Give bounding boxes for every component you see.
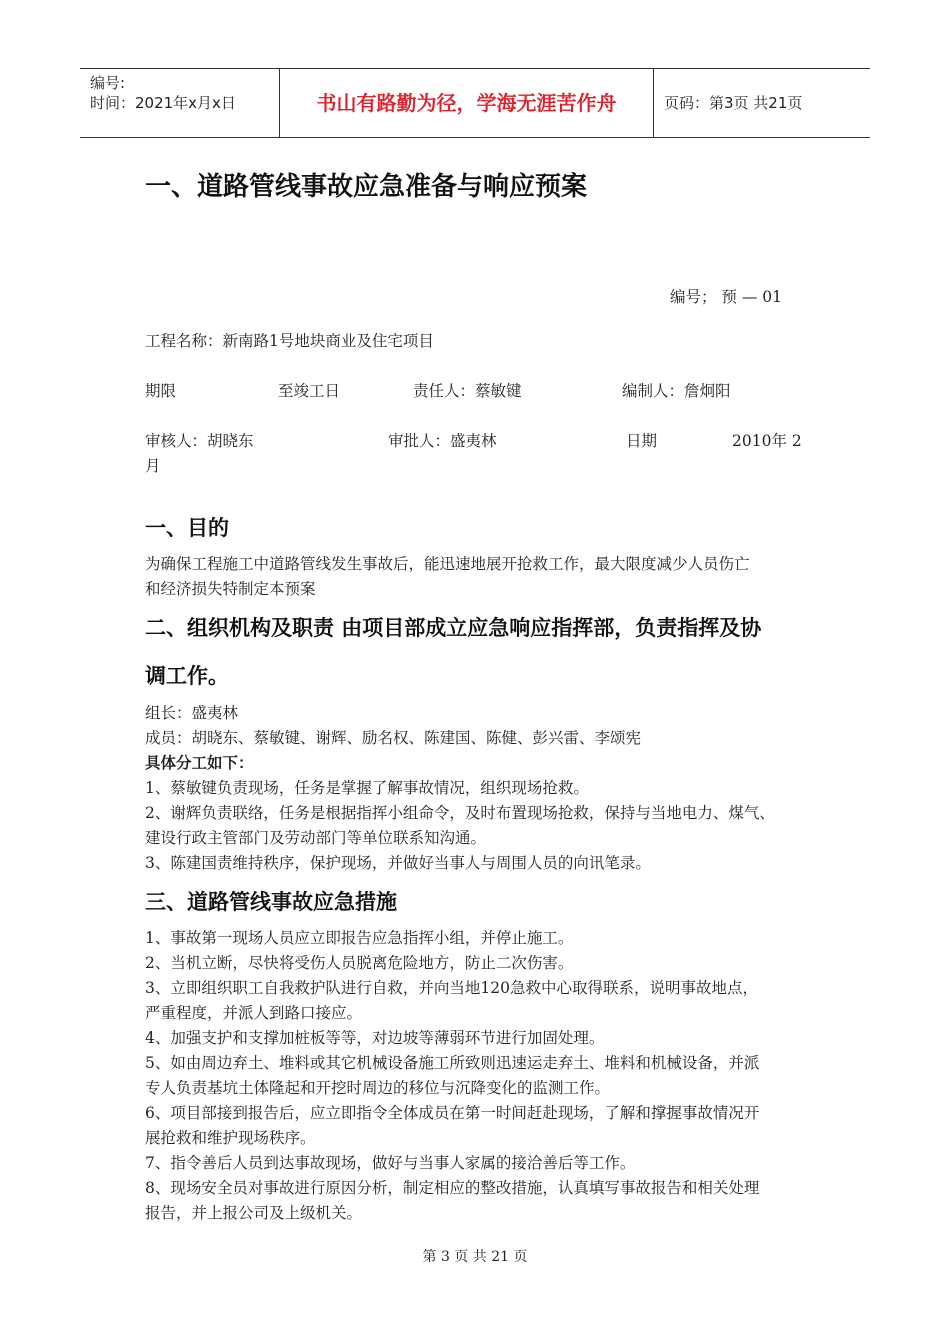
- section1-line: 为确保工程施工中道路管线发生事故后，能迅速地展开抢救工作，最大限度减少人员伤亡: [145, 555, 750, 573]
- measure-line: 4、加强支护和支撑加桩板等等，对边坡等薄弱环节进行加固处理。: [145, 1029, 605, 1047]
- measure-line: 展抢救和维护现场秩序。: [145, 1129, 316, 1147]
- page-footer: 第 3 页 共 21 页: [422, 1249, 528, 1265]
- measure-line: 2、当机立断，尽快将受伤人员脱离危险地方，防止二次伤害。: [145, 954, 574, 972]
- header-number-label: 编号:: [90, 74, 126, 92]
- measure-line: 报告，并上报公司及上级机关。: [145, 1204, 363, 1222]
- measure-line: 严重程度，并派人到路口接应。: [145, 1004, 363, 1022]
- division-line: 建设行政主管部门及劳动部门等单位联系知沟通。: [145, 829, 487, 847]
- header-meta-cell: [80, 69, 280, 137]
- measure-line: 6、项目部接到报告后，应立即指令全体成员在第一时间赶赴现场，了解和撑握事故情况开: [145, 1104, 760, 1122]
- section3-heading: 三、道路管线事故应急措施: [145, 890, 397, 914]
- document-title: 一、道路管线事故应急准备与响应预案: [145, 172, 588, 202]
- section1-heading: 一、目的: [145, 516, 229, 540]
- division-title: 具体分工如下：: [145, 754, 254, 772]
- reviewer: 审核人：胡晓东: [145, 432, 254, 450]
- date-label: 日期: [626, 432, 658, 450]
- compiler: 编制人：詹炯阳: [622, 382, 731, 400]
- period-value: 至竣工日: [278, 382, 341, 400]
- measure-line: 3、立即组织职工自我救护队进行自救，并向当地120急救中心取得联系，说明事故地点，: [145, 979, 758, 997]
- division-line: 1、蔡敏键负责现场，任务是掌握了解事故情况，组织现场抢救。: [145, 779, 589, 797]
- division-line: 3、陈建国责维持秩序，保护现场，并做好当事人与周围人员的向讯笔录。: [145, 854, 651, 872]
- date-value: 2010年 2: [732, 432, 802, 450]
- measure-line: 专人负责基坑土体隆起和开挖时周边的移位与沉降变化的监测工作。: [145, 1079, 611, 1097]
- measure-line: 7、指令善后人员到达事故现场，做好与当事人家属的接洽善后等工作。: [145, 1154, 636, 1172]
- section2-heading-cont: 调工作。: [145, 664, 229, 688]
- division-line: 2、谢辉负责联络，任务是根据指挥小组命令，及时布置现场抢救，保持与当地电力、煤气、: [145, 804, 775, 822]
- section2-heading: 二、组织机构及职责 由项目部成立应急响应指挥部，负责指挥及协: [145, 616, 762, 640]
- group-leader: 组长：盛夷林: [145, 704, 239, 722]
- measure-line: 8、现场安全员对事故进行原因分析，制定相应的整改措施，认真填写事故报告和相关处理: [145, 1179, 760, 1197]
- measure-line: 5、如由周边弃土、堆料或其它机械设备施工所致则迅速运走弃土、堆料和机械设备，并派: [145, 1054, 760, 1072]
- project-name: 工程名称：新南路1号地块商业及住宅项目: [145, 332, 434, 350]
- responsible-person: 责任人：蔡敏键: [413, 382, 522, 400]
- header-time-label: 时间：2021年x月x日: [90, 94, 236, 112]
- plan-number: 编号； 预 — 01: [670, 288, 783, 306]
- header-motto: 书山有路勤为径，学海无涯苦作舟: [280, 69, 654, 137]
- page-header: [80, 68, 870, 138]
- period-label: 期限: [145, 382, 177, 400]
- header-page-info: 页码：第3页 共21页: [664, 94, 803, 112]
- date-value-cont: 月: [145, 457, 161, 475]
- group-members: 成员：胡晓东、蔡敏键、谢辉、励名权、陈建国、陈健、彭兴雷、李颂宪: [145, 729, 642, 747]
- section1-line: 和经济损失特制定本预案: [145, 580, 316, 598]
- approver: 审批人：盛夷林: [388, 432, 497, 450]
- measure-line: 1、事故第一现场人员应立即报告应急指挥小组，并停止施工。: [145, 929, 574, 947]
